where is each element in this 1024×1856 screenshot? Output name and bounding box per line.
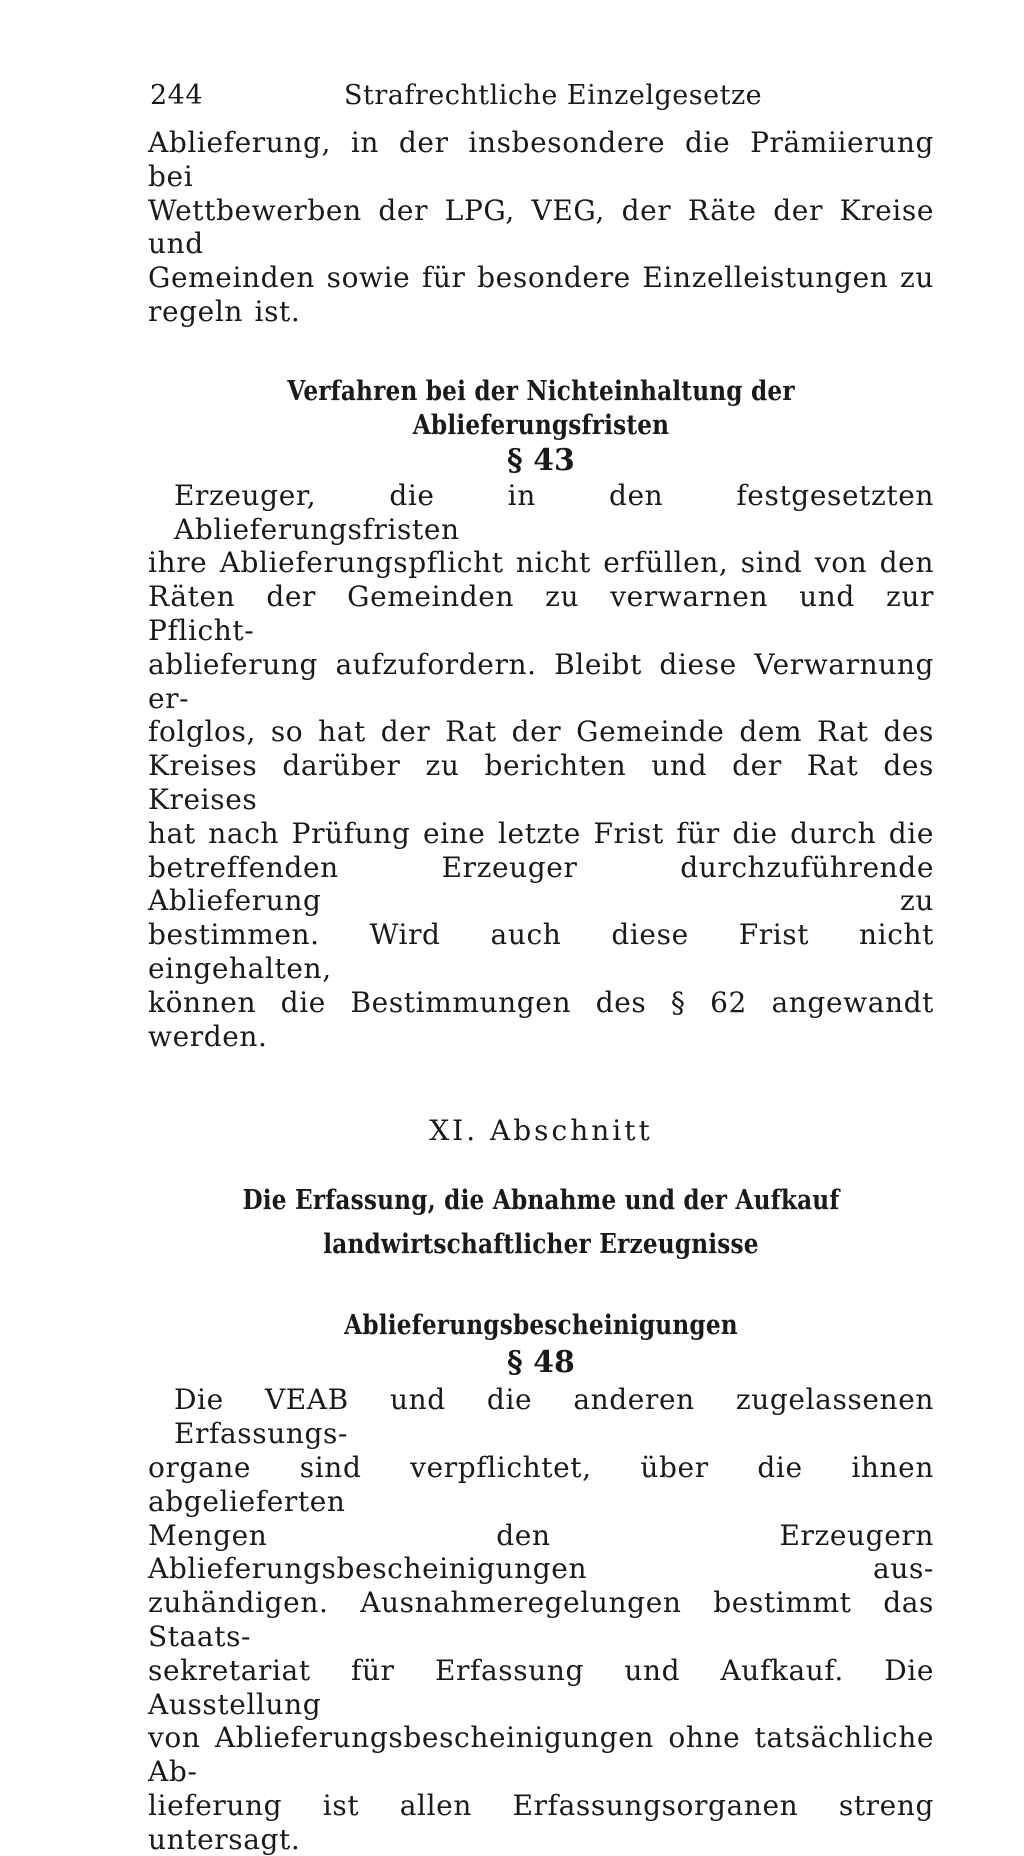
page-header [148,78,934,126]
text-line: sekretariat für Erfassung und Aufkauf. Die Ausstellung [148,1653,934,1721]
text-line: folglos, so hat der Rat der Gemeinde dem Rat des [148,715,934,749]
text-line: Erzeuger, die in den festgesetzten Ablieferungsfristen [174,478,934,546]
chapter-title-line-1: Die Erfassung, die Abnahme und der Aufkauf [242,1185,840,1217]
page-number: 244 [150,80,204,111]
text-line: lieferung ist allen Erfassungsorganen streng untersagt. [148,1788,934,1856]
text-line: ablieferung aufzufordern. Bleibt diese Verwarnung er- [148,647,934,715]
text-line: Wettbewerben der LPG, VEG, der Räte der Kreise und [148,193,934,261]
running-title: Strafrechtliche Einzelgesetze [344,80,763,111]
text-line: Kreises darüber zu berichten und der Rat des Kreises [148,749,934,816]
text-line: von Ablieferungsbescheinigungen ohne tatsächliche Ab- [148,1721,934,1789]
section-43-heading: Verfahren bei der Nichteinhaltung der Ablieferungsfristen [287,375,795,441]
section-43-paragraph [148,479,934,1054]
text-line: Die VEAB und die anderen zugelassenen Erfassungs- [174,1383,934,1451]
text-line: betreffenden Erzeuger durchzuführende Ablieferung zu [148,850,934,918]
section-48-paragraph [148,1383,934,1856]
continuation-paragraph [148,126,934,329]
section-43-sign: § 43 [507,442,575,478]
text-line: können die Bestimmungen des § 62 angewandt werden. [148,985,934,1053]
text-line: Mengen den Erzeugern Ablieferungsbescheinigungen aus- [148,1518,934,1586]
text-line: organe sind verpflichtet, über die ihnen abgelieferten [148,1450,934,1518]
chapter-title-line-2: landwirtschaftlicher Erzeugnisse [323,1229,759,1261]
text-line: Gemeinden sowie für besondere Einzelleistungen zu [148,261,934,295]
text-line: ihre Ablieferungspflicht nicht erfüllen, sind von den [148,546,934,580]
text-line: regeln ist. [148,294,301,328]
text-line: Räten der Gemeinden zu verwarnen und zur Pflicht- [148,580,934,647]
text-line: hat nach Prüfung eine letzte Frist für die durch die [148,816,934,850]
section-48-heading: Ablieferungsbescheinigungen [344,1310,738,1342]
text-line: Ablieferung, in der insbesondere die Prämiierung bei [148,126,934,193]
chapter-number: XI. Abschnitt [429,1114,653,1148]
section-48-sign: § 48 [507,1345,575,1381]
text-line: bestimmen. Wird auch diese Frist nicht eingehalten, [148,918,934,985]
book-page [148,78,934,1856]
text-line: zuhändigen. Ausnahmeregelungen bestimmt das Staats- [148,1586,934,1653]
